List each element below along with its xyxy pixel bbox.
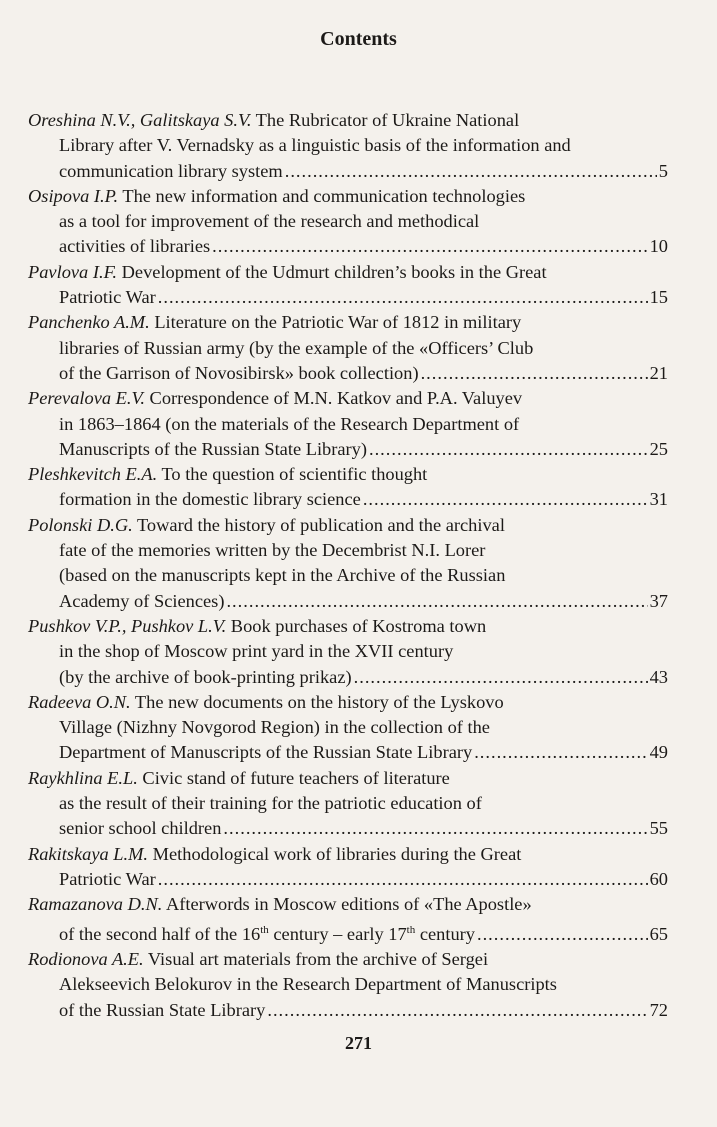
toc-entry-first-line xyxy=(28,614,668,639)
toc-title-end: senior school children xyxy=(59,818,222,839)
toc-entry-first-line xyxy=(28,690,668,715)
toc-title-end: formation in the domestic library science xyxy=(59,489,361,510)
dot-leader xyxy=(226,589,647,614)
toc-title-continuation: Village (Nizhny Novgorod Region) in the collection of the xyxy=(59,717,490,738)
toc-entry-first-line xyxy=(28,462,668,487)
toc-title-end: Patriotic War xyxy=(59,868,156,889)
dot-leader xyxy=(267,998,647,1023)
toc-title-continuation: in the shop of Moscow print yard in the XVII century xyxy=(59,641,454,662)
toc-title-start: Correspondence of M.N. Katkov and P.A. Valuyev xyxy=(144,388,523,409)
toc-title-start: Civic stand of future teachers of literature xyxy=(137,767,450,788)
dot-leader xyxy=(369,437,648,462)
toc-entry-first-line xyxy=(28,513,668,538)
dot-leader xyxy=(363,487,648,512)
toc-title-start: Toward the history of publication and the archival xyxy=(132,514,505,535)
toc-entry-first-line xyxy=(28,766,668,791)
toc-entry-first-line xyxy=(28,310,668,335)
toc-title-end: communication library system xyxy=(59,160,283,181)
toc-entry xyxy=(28,108,668,184)
toc-author: Perevalova E.V. xyxy=(28,388,145,409)
toc-page-number: 10 xyxy=(649,236,668,257)
toc-title-continuation: as a tool for improvement of the research and methodical xyxy=(59,211,480,232)
toc-page-number: 60 xyxy=(649,868,668,889)
toc-entry xyxy=(28,184,668,260)
toc-title-continuation: Library after V. Vernadsky as a linguistic basis of the information and xyxy=(59,135,571,156)
toc-page-number: 55 xyxy=(649,818,668,839)
toc-entry-first-line xyxy=(28,947,668,972)
toc-entry-first-line xyxy=(28,260,668,285)
toc-title-end: activities of libraries xyxy=(59,236,211,257)
toc-page-number: 25 xyxy=(649,438,668,459)
toc-page-number: 21 xyxy=(649,362,668,383)
toc-title-end: of the Russian State Library xyxy=(59,999,266,1020)
dot-leader xyxy=(158,867,648,892)
toc-author: Rodionova A.E. xyxy=(28,948,144,969)
toc-author: Panchenko A.M. xyxy=(28,312,150,333)
toc-title-start: Book purchases of Kostroma town xyxy=(226,615,487,636)
toc-author: Rakitskaya L.M. xyxy=(28,843,149,864)
dot-leader xyxy=(421,361,648,386)
toc-entry-first-line xyxy=(28,892,668,917)
toc-page-number: 72 xyxy=(649,999,668,1020)
toc-title-continuation: libraries of Russian army (by the example of the «Officers’ Club xyxy=(59,337,534,358)
toc-title-last-line xyxy=(28,816,668,841)
toc-page-number: 65 xyxy=(649,923,668,944)
toc-entry xyxy=(28,842,668,893)
toc-author: Pushkov V.P., Pushkov L.V. xyxy=(28,615,227,636)
toc-entry xyxy=(28,690,668,766)
toc-title-end: (by the archive of book-printing prikaz) xyxy=(59,666,352,687)
toc-title-end: Academy of Sciences) xyxy=(59,590,225,611)
toc-entry-first-line xyxy=(28,842,668,867)
toc-title-continuation: as the result of their training for the patriotic education of xyxy=(59,793,482,814)
toc-entry xyxy=(28,892,668,947)
toc-entry-first-line xyxy=(28,386,668,411)
toc-entry xyxy=(28,766,668,842)
toc-title-start: To the question of scientific thought xyxy=(157,464,428,485)
dot-leader xyxy=(223,816,647,841)
toc-page-number: 49 xyxy=(649,742,668,763)
toc-entry xyxy=(28,386,668,462)
toc-title-last-line xyxy=(28,998,668,1023)
toc-page-number: 15 xyxy=(649,287,668,308)
toc-title-end: of the Garrison of Novosibirsk» book collection) xyxy=(59,362,419,383)
table-of-contents xyxy=(28,108,668,1023)
toc-title-last-line xyxy=(28,437,668,462)
toc-title-start: Literature on the Patriotic War of 1812 in military xyxy=(149,312,522,333)
toc-title-start: The Rubricator of Ukraine National xyxy=(251,110,520,130)
toc-title-continuation: (based on the manuscripts kept in the Archive of the Russian xyxy=(59,565,506,586)
dot-leader xyxy=(285,159,657,184)
toc-author: Osipova I.P. xyxy=(28,185,119,206)
toc-title-end: Department of Manuscripts of the Russian State Library xyxy=(59,742,473,763)
toc-title-start: Visual art materials from the archive of Sergei xyxy=(143,948,489,969)
page-title: Contents xyxy=(320,28,397,50)
toc-title-last-line xyxy=(28,589,668,614)
toc-title-end: Patriotic War xyxy=(59,287,156,308)
toc-title-continuation: fate of the memories written by the Decembrist N.I. Lorer xyxy=(59,540,486,561)
toc-author: Ramazanova D.N. xyxy=(28,894,163,915)
toc-author: Oreshina N.V., Galitskaya S.V. xyxy=(28,110,252,130)
toc-entry-first-line xyxy=(28,108,668,133)
dot-leader xyxy=(158,285,648,310)
toc-entry xyxy=(28,310,668,386)
dot-leader xyxy=(474,740,647,765)
toc-entry xyxy=(28,614,668,690)
toc-title-continuation: Alekseevich Belokurov in the Research Department of Manuscripts xyxy=(59,974,557,995)
toc-title-last-line xyxy=(28,740,668,765)
toc-title-start: Afterwords in Moscow editions of «The Apostle» xyxy=(162,894,532,915)
page-number: 271 xyxy=(345,1033,372,1053)
toc-entry xyxy=(28,513,668,614)
toc-entry xyxy=(28,260,668,311)
toc-title-last-line xyxy=(28,867,668,892)
toc-entry-first-line xyxy=(28,184,668,209)
dot-leader xyxy=(354,665,648,690)
toc-entry xyxy=(28,462,668,513)
toc-author: Raykhlina E.L. xyxy=(28,767,138,788)
toc-title-last-line xyxy=(28,361,668,386)
toc-title-end: Manuscripts of the Russian State Library) xyxy=(59,438,367,459)
toc-title-start: Development of the Udmurt children’s books in the Great xyxy=(117,261,547,282)
toc-title-continuation: in 1863–1864 (on the materials of the Research Department of xyxy=(59,413,520,434)
toc-title-start: Methodological work of libraries during the Great xyxy=(148,843,522,864)
toc-author: Pavlova I.F. xyxy=(28,261,118,282)
toc-title-end: of the second half of the 16th century – early 17th century xyxy=(59,923,475,944)
toc-page-number: 37 xyxy=(649,590,668,611)
dot-leader xyxy=(477,922,648,947)
dot-leader xyxy=(212,234,647,259)
toc-page-number: 43 xyxy=(649,666,668,687)
toc-title-last-line xyxy=(28,487,668,512)
toc-title-start: The new documents on the history of the Lyskovo xyxy=(130,691,504,712)
toc-author: Polonski D.G. xyxy=(28,514,133,535)
toc-title-last-line xyxy=(28,234,668,259)
toc-entry xyxy=(28,947,668,1023)
toc-title-start: The new information and communication technologies xyxy=(118,185,526,206)
toc-author: Pleshkevitch E.A. xyxy=(28,464,158,485)
toc-author: Radeeva O.N. xyxy=(28,691,131,712)
toc-title-last-line xyxy=(28,159,668,184)
toc-page-number: 31 xyxy=(649,489,668,510)
toc-title-last-line xyxy=(28,665,668,690)
toc-title-last-line xyxy=(28,285,668,310)
toc-page-number: 5 xyxy=(658,160,668,181)
toc-title-last-line xyxy=(28,918,668,947)
